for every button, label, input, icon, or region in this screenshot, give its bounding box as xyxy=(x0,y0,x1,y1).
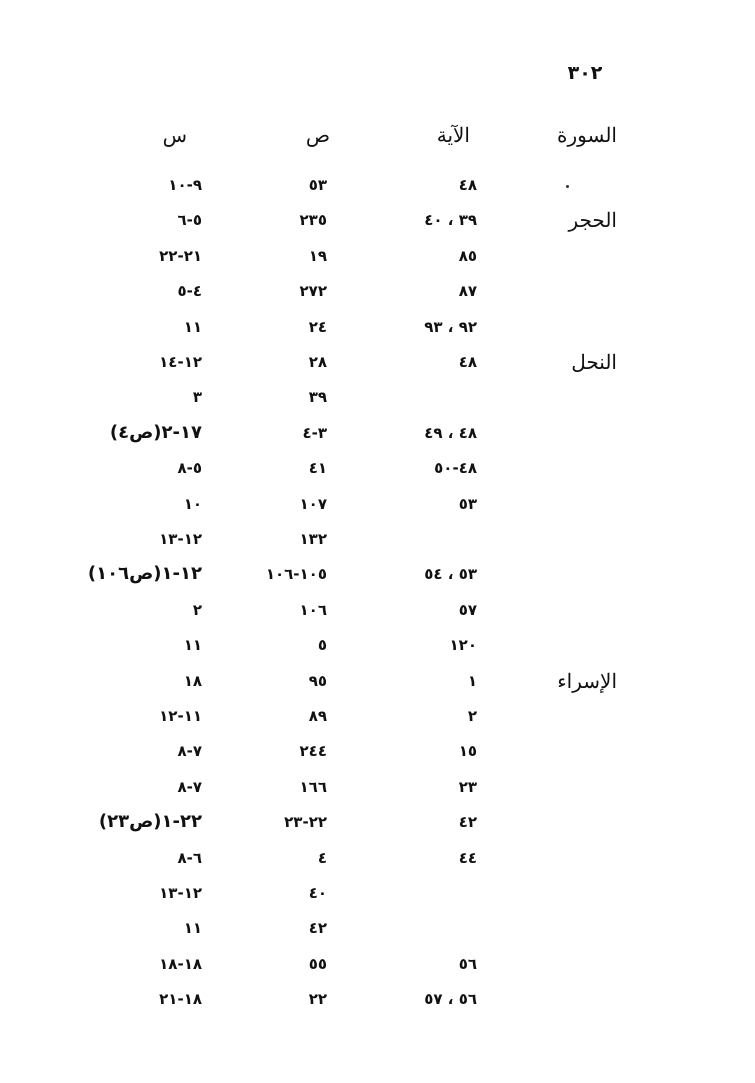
row-surah xyxy=(497,239,617,273)
row-line: ١١ xyxy=(183,317,202,336)
row-ayah xyxy=(317,876,477,910)
row-ayah: ١٢٠ xyxy=(449,636,477,655)
row-ayah: ٥٣ xyxy=(458,494,477,513)
row-ayah xyxy=(317,380,477,414)
row-line: ٢ xyxy=(192,600,202,619)
table-row xyxy=(0,982,755,1016)
row-line: ١٢-١٤ xyxy=(159,353,202,371)
row-line: ١٧-٢(ص٤) xyxy=(109,421,202,443)
row-surah xyxy=(497,557,617,591)
row-surah xyxy=(497,522,617,556)
row-line: ١٨ xyxy=(183,671,202,690)
row-line: ٢٢-١(ص٢٣) xyxy=(98,811,202,833)
row-ayah: ١٥ xyxy=(458,742,477,761)
row-page: ٢٢ xyxy=(308,990,327,1009)
row-page: ١٦٦ xyxy=(299,777,327,796)
row-page: ٢٤٤ xyxy=(299,742,327,761)
row-ayah: ٥٦ xyxy=(458,954,477,973)
row-page: ٥٥ xyxy=(308,954,327,973)
table-row xyxy=(0,770,755,804)
table-row xyxy=(0,380,755,414)
table-row xyxy=(0,699,755,733)
row-ayah xyxy=(317,911,477,945)
row-ayah: ٤٤ xyxy=(458,848,477,867)
table-row xyxy=(0,168,755,202)
row-ayah: ٨٥ xyxy=(458,246,477,265)
table-row xyxy=(0,734,755,768)
row-ayah: ٥٦ ، ٥٧ xyxy=(424,990,477,1009)
row-line: ١٨-٢١ xyxy=(159,990,202,1009)
row-page: ٤٢ xyxy=(308,919,327,938)
row-surah xyxy=(497,911,617,945)
table-row xyxy=(0,345,755,379)
row-surah xyxy=(497,168,617,202)
row-ayah: ٤٨ xyxy=(458,353,477,371)
row-surah xyxy=(497,841,617,875)
table-row xyxy=(0,664,755,698)
row-line: ١٢-١٣ xyxy=(159,884,202,902)
table-row xyxy=(0,239,755,273)
row-page: ٢٨ xyxy=(308,353,327,371)
row-line: ٢١-٢٢ xyxy=(159,246,202,265)
row-ayah: ٨٧ xyxy=(458,282,477,301)
row-line: ١٠ xyxy=(183,494,202,513)
row-line: ١١ xyxy=(183,636,202,655)
table-row xyxy=(0,911,755,945)
table-header xyxy=(0,118,755,152)
row-page: ٣٩ xyxy=(308,388,327,407)
table-row xyxy=(0,805,755,839)
table-row xyxy=(0,310,755,344)
row-page: ٢٤ xyxy=(308,317,327,336)
row-ayah: ٥٣ ، ٥٤ xyxy=(424,565,477,584)
row-page: ٨٩ xyxy=(308,707,327,725)
row-ayah: ٤٨-٥٠ xyxy=(434,459,477,478)
row-ayah: ١ xyxy=(467,671,477,690)
table-row xyxy=(0,628,755,662)
row-surah: النحل xyxy=(571,350,617,374)
row-line: ٧-٨ xyxy=(177,777,202,796)
row-page: ٢٧٢ xyxy=(299,282,327,301)
row-ayah: ٣٩ ، ٤٠ xyxy=(424,211,477,230)
row-surah xyxy=(497,982,617,1016)
table-row xyxy=(0,274,755,308)
row-line: ٥-٦ xyxy=(177,211,202,230)
row-line: ٥-٨ xyxy=(177,459,202,478)
row-surah xyxy=(497,487,617,521)
table-row xyxy=(0,557,755,591)
row-ayah: ٤٢ xyxy=(458,813,477,832)
row-surah xyxy=(497,274,617,308)
header-line: س xyxy=(162,123,187,147)
row-page: ٣-٤ xyxy=(302,423,327,442)
header-ayah: الآية xyxy=(436,123,470,147)
row-page: ٥ xyxy=(317,636,327,655)
page-number: ٣٠٢ xyxy=(567,62,603,84)
row-surah xyxy=(497,805,617,839)
row-page: ١٠٧ xyxy=(299,494,327,513)
row-surah xyxy=(497,593,617,627)
row-surah xyxy=(497,770,617,804)
row-line: ١١ xyxy=(183,919,202,938)
row-page: ٤١ xyxy=(308,459,327,478)
table-row xyxy=(0,416,755,450)
table-row xyxy=(0,841,755,875)
row-page: ١٣٢ xyxy=(299,530,327,548)
row-surah xyxy=(497,734,617,768)
row-line: ٣ xyxy=(192,388,202,407)
row-surah xyxy=(497,310,617,344)
row-surah xyxy=(497,416,617,450)
table-row xyxy=(0,947,755,981)
row-surah xyxy=(497,451,617,485)
row-ayah: ٤٨ xyxy=(458,176,477,194)
row-ayah xyxy=(317,522,477,556)
row-ayah: ٤٨ ، ٤٩ xyxy=(424,423,477,442)
table-row xyxy=(0,451,755,485)
table-row xyxy=(0,876,755,910)
row-line: ١٢-١(ص١٠٦) xyxy=(87,563,202,585)
row-line: ٦-٨ xyxy=(177,848,202,867)
row-line: ١٨-١٨ xyxy=(159,954,202,973)
row-ayah: ٩٢ ، ٩٣ xyxy=(424,317,477,336)
row-surah: الحجر xyxy=(568,208,617,233)
table-row xyxy=(0,487,755,521)
row-line: ١١-١٢ xyxy=(159,707,202,725)
row-surah: الإسراء xyxy=(557,668,617,693)
row-page: ١٠٥-١٠٦ xyxy=(265,565,327,584)
table-row xyxy=(0,203,755,237)
row-surah xyxy=(497,876,617,910)
row-line: ٤-٥ xyxy=(177,282,202,301)
row-page: ٩٥ xyxy=(308,671,327,690)
row-ayah: ٢٣ xyxy=(458,777,477,796)
row-surah xyxy=(497,380,617,414)
row-page: ٢٢-٢٣ xyxy=(284,813,327,832)
row-page: ٥٣ xyxy=(308,176,327,194)
row-line: ٧-٨ xyxy=(177,742,202,761)
row-ayah: ٢ xyxy=(467,707,477,725)
row-page: ١٠٦ xyxy=(299,600,327,619)
header-surah: السورة xyxy=(557,123,617,147)
header-page: ص xyxy=(305,123,330,147)
row-page: ١٩ xyxy=(308,246,327,265)
row-page: ٤٠ xyxy=(308,884,327,902)
table-row xyxy=(0,522,755,556)
row-line: ٩-١٠ xyxy=(168,176,202,194)
row-line: ١٢-١٣ xyxy=(159,530,202,548)
row-page: ٤ xyxy=(317,848,327,867)
row-surah xyxy=(497,947,617,981)
row-ayah: ٥٧ xyxy=(458,600,477,619)
table-row xyxy=(0,593,755,627)
row-surah xyxy=(497,628,617,662)
row-surah xyxy=(497,699,617,733)
row-page: ٢٣٥ xyxy=(299,211,327,230)
